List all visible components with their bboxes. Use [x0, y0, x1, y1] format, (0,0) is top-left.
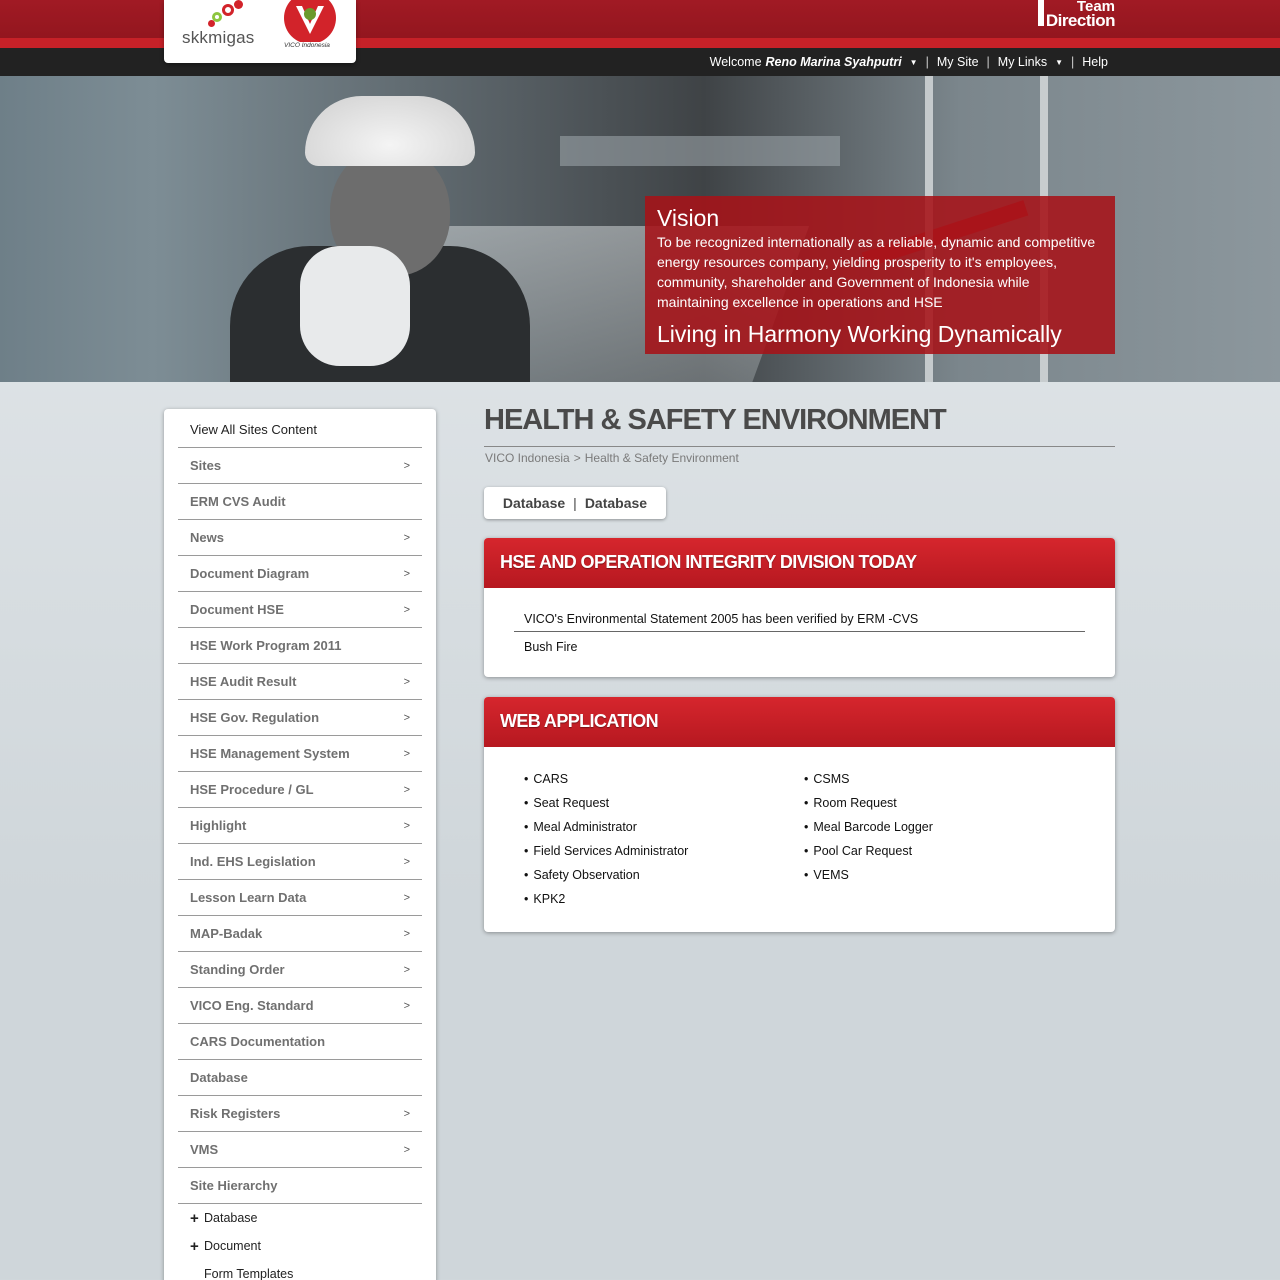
- tree-node-database[interactable]: [178, 1204, 422, 1232]
- tree-node-label: Database: [204, 1211, 258, 1225]
- sidebar-item-label: Risk Registers: [190, 1106, 281, 1121]
- sidebar-item-lesson-learn-data[interactable]: [178, 880, 422, 916]
- chevron-right-icon[interactable]: >: [403, 819, 410, 832]
- sidebar-item-hse-procedure-gl[interactable]: [178, 772, 422, 808]
- bullet-icon: •: [524, 892, 529, 906]
- sidebar-item-label: HSE Gov. Regulation: [190, 710, 320, 725]
- my-links-menu[interactable]: [990, 55, 1071, 69]
- plus-icon[interactable]: +: [190, 1237, 199, 1255]
- sidebar-item-hse-work-program-2011[interactable]: [178, 628, 422, 664]
- database-links-box: [484, 487, 666, 519]
- team-direction-logo: [1046, 0, 1115, 30]
- database-link-2[interactable]: Database: [584, 495, 648, 511]
- chevron-right-icon[interactable]: >: [403, 567, 410, 580]
- web-app-link[interactable]: [524, 887, 688, 911]
- sidebar-item-label: Site Hierarchy: [190, 1178, 278, 1193]
- vico-logo: [282, 0, 342, 60]
- user-nav: [702, 48, 1116, 76]
- sidebar-item-hse-audit-result[interactable]: [178, 664, 422, 700]
- sidebar-item-label: View All Sites Content: [190, 422, 317, 437]
- sidebar-item-label: Standing Order: [190, 962, 285, 977]
- web-app-link[interactable]: [524, 791, 688, 815]
- sidebar-item-label: VMS: [190, 1142, 219, 1157]
- sidebar-item-label: Highlight: [190, 818, 247, 833]
- caret-down-icon: ▼: [1055, 57, 1064, 67]
- chevron-right-icon[interactable]: >: [403, 999, 410, 1012]
- web-app-column-1: [524, 767, 688, 911]
- web-app-label: Meal Administrator: [533, 820, 637, 834]
- help-link[interactable]: Help: [1082, 55, 1108, 69]
- hero-photo-person: [210, 96, 510, 382]
- bullet-icon: •: [524, 868, 529, 882]
- web-app-label: Seat Request: [533, 796, 610, 810]
- nav-separator: |: [1071, 55, 1075, 69]
- sidebar-item-label: Document Diagram: [190, 566, 310, 581]
- hse-today-title: HSE AND OPERATION INTEGRITY DIVISION TODAY: [484, 538, 1115, 588]
- nav-separator: |: [986, 55, 990, 69]
- sidebar-item-label: News: [190, 530, 224, 545]
- sidebar-item-erm-cvs-audit[interactable]: [178, 484, 422, 520]
- database-link-separator: |: [573, 495, 577, 511]
- web-app-label: VEMS: [813, 868, 849, 882]
- chevron-right-icon[interactable]: >: [403, 1107, 410, 1120]
- chevron-right-icon[interactable]: >: [403, 675, 410, 688]
- plus-icon[interactable]: +: [190, 1209, 199, 1227]
- web-application-title: WEB APPLICATION: [484, 697, 1115, 747]
- sidebar-item-site-hierarchy[interactable]: [178, 1168, 422, 1204]
- sidebar-item-label: Sites: [190, 458, 222, 473]
- logo-card[interactable]: [164, 0, 356, 63]
- bullet-icon: •: [524, 772, 529, 786]
- web-app-link[interactable]: [524, 863, 688, 887]
- web-app-link[interactable]: [524, 815, 688, 839]
- web-app-label: Field Services Administrator: [533, 844, 689, 858]
- bullet-icon: •: [524, 820, 529, 834]
- chevron-right-icon[interactable]: >: [403, 963, 410, 976]
- my-links-label: My Links: [997, 55, 1048, 69]
- vision-title: Vision: [657, 205, 720, 231]
- sidebar-item-label: ERM CVS Audit: [190, 494, 286, 509]
- breadcrumb-separator: >: [573, 451, 581, 465]
- bullet-icon: •: [524, 796, 529, 810]
- vision-slogan: Living in Harmony Working Dynamically: [657, 321, 1062, 347]
- breadcrumb: [485, 451, 739, 465]
- web-app-label: CSMS: [813, 772, 850, 786]
- database-link-1[interactable]: Database: [502, 495, 566, 511]
- chevron-right-icon[interactable]: >: [403, 531, 410, 544]
- web-app-link[interactable]: [524, 839, 688, 863]
- sidebar-item-label: HSE Procedure / GL: [190, 782, 314, 797]
- web-app-link[interactable]: [804, 863, 933, 887]
- sidebar-item-document-diagram[interactable]: [178, 556, 422, 592]
- my-site-link[interactable]: My Site: [936, 55, 979, 69]
- skkmigas-logo-text: skkmigas: [182, 28, 255, 47]
- title-divider: [484, 446, 1115, 447]
- web-app-label: Room Request: [813, 796, 897, 810]
- left-navigation: [164, 409, 436, 1280]
- sidebar-item-vico-eng-standard[interactable]: [178, 988, 422, 1024]
- bullet-icon: •: [804, 868, 809, 882]
- chevron-right-icon[interactable]: >: [403, 603, 410, 616]
- tree-node-label: Form Templates: [204, 1267, 294, 1280]
- sidebar-item-label: HSE Audit Result: [190, 674, 297, 689]
- sidebar-item-document-hse[interactable]: [178, 592, 422, 628]
- site-hierarchy-tree: [164, 1204, 436, 1280]
- caret-down-icon: ▼: [909, 57, 918, 67]
- chevron-right-icon[interactable]: >: [403, 927, 410, 940]
- nav-separator: |: [925, 55, 929, 69]
- sidebar-item-label: CARS Documentation: [190, 1034, 326, 1049]
- web-app-label: Meal Barcode Logger: [813, 820, 933, 834]
- hse-today-item[interactable]: Bush Fire: [524, 640, 578, 654]
- web-app-link[interactable]: [804, 767, 933, 791]
- web-app-label: CARS: [533, 772, 569, 786]
- sidebar-item-label: Lesson Learn Data: [190, 890, 307, 905]
- user-name: Reno Marina Syahputri: [765, 55, 902, 69]
- web-app-link[interactable]: [804, 815, 933, 839]
- tree-node-label: Document: [204, 1239, 261, 1253]
- vico-logo-text: VICO Indonesia: [284, 42, 330, 49]
- breadcrumb-home-link[interactable]: VICO Indonesia: [485, 451, 570, 465]
- sidebar-item-label: VICO Eng. Standard: [190, 998, 314, 1013]
- web-app-column-2: [804, 767, 933, 887]
- hero-banner: [0, 76, 1280, 382]
- breadcrumb-current: Health & Safety Environment: [584, 451, 739, 465]
- welcome-menu[interactable]: [702, 55, 926, 69]
- sidebar-item-database[interactable]: [178, 1060, 422, 1096]
- sidebar-item-label: HSE Management System: [190, 746, 350, 761]
- sidebar-item-news[interactable]: [178, 520, 422, 556]
- vision-box: [645, 196, 1115, 354]
- sidebar-item-vms[interactable]: [178, 1132, 422, 1168]
- sidebar-item-view-all-sites-content[interactable]: [178, 412, 422, 448]
- bullet-icon: •: [804, 796, 809, 810]
- sidebar-item-highlight[interactable]: [178, 808, 422, 844]
- sidebar-item-label: Ind. EHS Legislation: [190, 854, 316, 869]
- bullet-icon: •: [804, 844, 809, 858]
- sidebar-item-ind-ehs-legislation[interactable]: [178, 844, 422, 880]
- sidebar-item-hse-gov-regulation[interactable]: [178, 700, 422, 736]
- sidebar-item-map-badak[interactable]: [178, 916, 422, 952]
- bullet-icon: •: [804, 820, 809, 834]
- sidebar-item-label: Document HSE: [190, 602, 284, 617]
- left-nav-list: [164, 409, 436, 1204]
- chevron-right-icon[interactable]: >: [403, 711, 410, 724]
- sidebar-item-cars-documentation[interactable]: [178, 1024, 422, 1060]
- web-app-label: Pool Car Request: [813, 844, 913, 858]
- web-application-panel: [484, 697, 1115, 932]
- tree-node-form-templates[interactable]: [178, 1260, 422, 1280]
- team-direction-line1: Team: [1076, 0, 1115, 15]
- skkmigas-logo: [182, 0, 274, 50]
- welcome-label: Welcome: [709, 55, 762, 69]
- bullet-icon: •: [804, 772, 809, 786]
- chevron-right-icon[interactable]: >: [403, 783, 410, 796]
- sidebar-item-label: MAP-Badak: [190, 926, 263, 941]
- sidebar-item-risk-registers[interactable]: [178, 1096, 422, 1132]
- page-title: HEALTH & SAFETY ENVIRONMENT: [484, 404, 946, 436]
- bullet-icon: •: [524, 844, 529, 858]
- sidebar-item-hse-management-system[interactable]: [178, 736, 422, 772]
- vision-body: To be recognized internationally as a reliable, dynamic and competitive energy resources company, yielding prosperity to it's employees, community, shareholder and Government of Indonesia while maintaining excellence in operations and HSE: [657, 234, 1096, 310]
- sidebar-item-sites[interactable]: [178, 448, 422, 484]
- sidebar-item-label: Database: [190, 1070, 248, 1085]
- hse-today-panel: [484, 538, 1115, 677]
- sidebar-item-label: HSE Work Program 2011: [190, 638, 342, 653]
- web-app-link[interactable]: [524, 767, 688, 791]
- web-app-link[interactable]: [804, 839, 933, 863]
- web-app-label: Safety Observation: [533, 868, 640, 882]
- chevron-right-icon[interactable]: >: [403, 1143, 410, 1156]
- web-app-label: KPK2: [533, 892, 566, 906]
- chevron-right-icon[interactable]: >: [403, 855, 410, 868]
- chevron-right-icon[interactable]: >: [403, 459, 410, 472]
- web-app-link[interactable]: [804, 791, 933, 815]
- hse-today-item[interactable]: VICO's Environmental Statement 2005 has been verified by ERM -CVS: [514, 608, 1085, 632]
- tree-node-document[interactable]: [178, 1232, 422, 1260]
- team-direction-line2: Direction: [1045, 11, 1115, 30]
- sidebar-item-standing-order[interactable]: [178, 952, 422, 988]
- chevron-right-icon[interactable]: >: [403, 891, 410, 904]
- chevron-right-icon[interactable]: >: [403, 747, 410, 760]
